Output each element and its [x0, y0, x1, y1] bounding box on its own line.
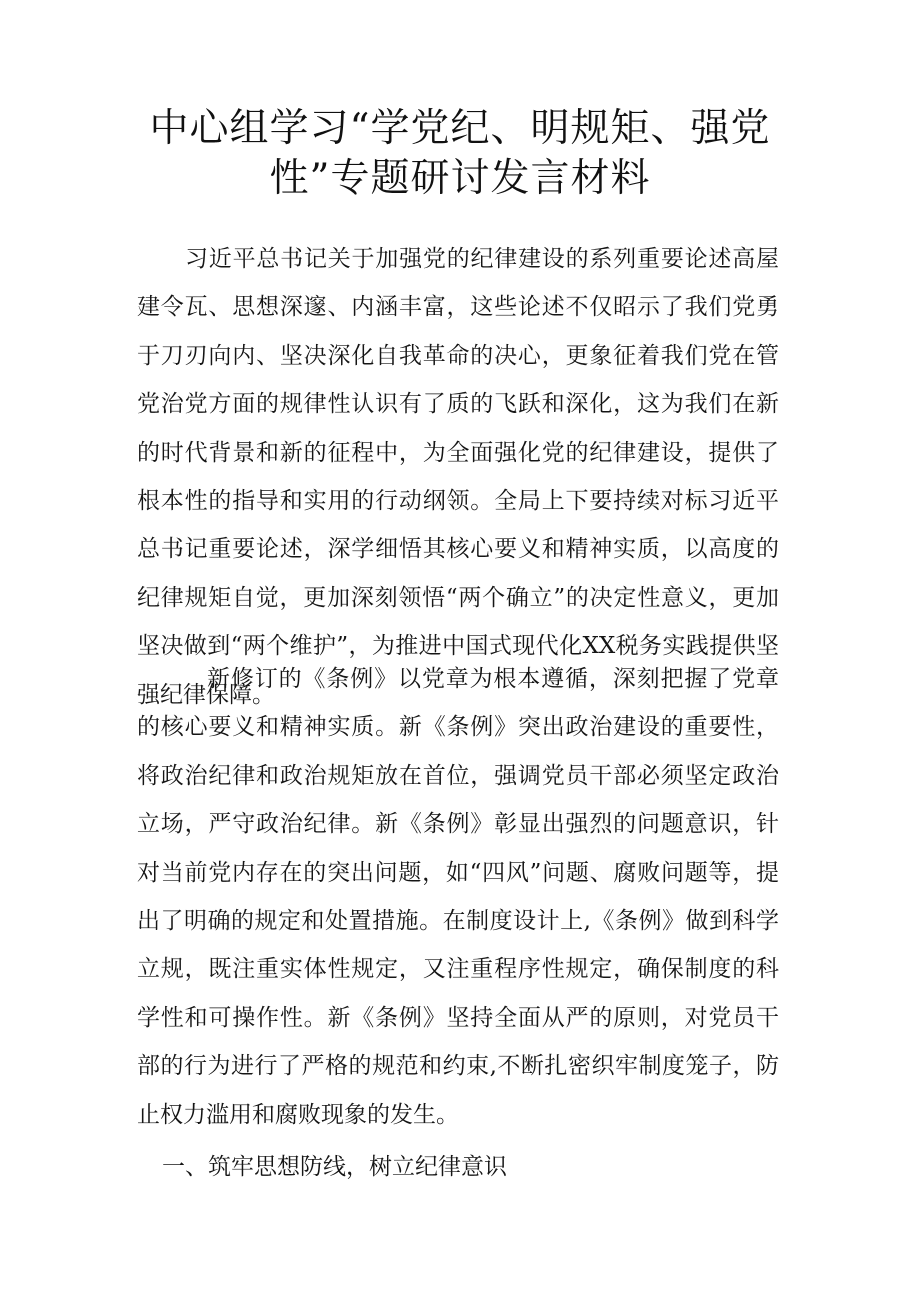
- body-paragraph-1: 习近平总书记关于加强党的纪律建设的系列重要论述高屋建令瓦、思想深邃、内涵丰富，这些论述不仅昭示了我们党勇于刀刃向内、坚决深化自我革命的决心，更象征着我们党在管党治党方面的规律性认识有了质的飞跃和深化，这为我们在新的时代背景和新的征程中，为全面强化党的纪律建设，提供了根本性的指导和实用的行动纲领。全局上下要持续对标习近平总书记重要论述，深学细悟其核心要义和精神实质，以高度的纪律规矩自觉，更加深刻领悟“两个确立”的决定性意义，更加坚决做到“两个维护”，为推进中国式现代化XX税务实践提供坚强纪律保障。: [137, 246, 779, 708]
- section-heading-1: 一、筑牢思想防线，树立纪律意识: [162, 1154, 507, 1180]
- body-paragraph-2: 新修订的《条例》以党章为根本遵循，深刻把握了党章的核心要义和精神实质。新《条例》突出政治建设的重要性，将政治纪律和政治规矩放在首位，强调党员干部必须坚定政治立场，严守政治纪律。新《条例》彰显出强烈的问题意识，针对当前党内存在的突出问题，如“四风”问题、腐败问题等，提出了明确的规定和处置措施。在制度设计上,《条例》做到科学立规，既注重实体性规定，又注重程序性规定，确保制度的科学性和可操作性。新《条例》坚持全面从严的原则，对党员干部的行为进行了严格的规范和约束,不断扎密织牢制度笼子，防止权力滥用和腐败现象的发生。: [137, 666, 779, 1128]
- document-title: 中心组学习“学党纪、明规矩、强党性”专题研讨发言材料: [149, 106, 771, 201]
